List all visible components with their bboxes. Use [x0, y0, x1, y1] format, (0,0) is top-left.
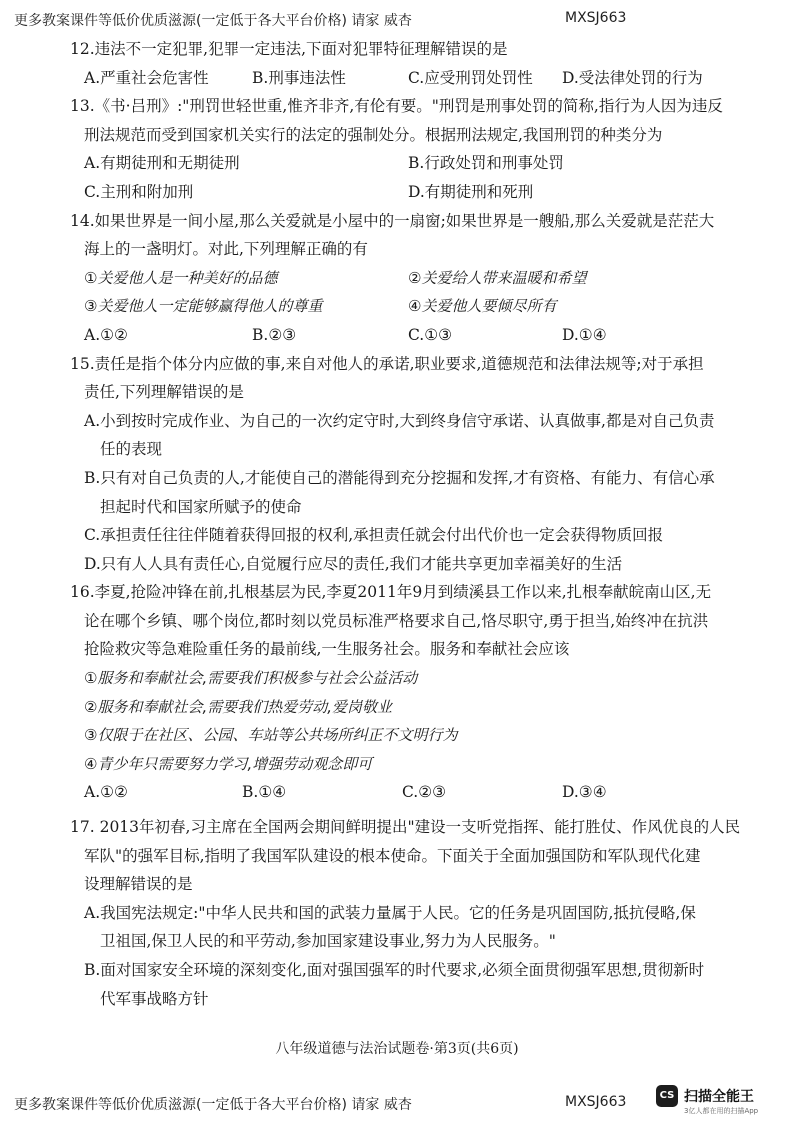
question-15 [70, 350, 738, 579]
option-a-line: 卫祖国,保卫人民的和平劳动,参加国家建设事业,努力为人民服务。" [100, 932, 556, 951]
question-13 [70, 92, 738, 206]
option-row [70, 149, 738, 178]
statement-row [70, 292, 738, 321]
watermark-bottom [14, 1094, 627, 1114]
statement-1: ①关爱他人是一种美好的品德 [84, 268, 278, 287]
watermark-text: 更多教案课件等低价优质滋源(一定低于各大平台价格) 请家 威杏 [14, 1097, 412, 1113]
option-b: B.①④ [242, 783, 287, 802]
question-stem-line: 抢险救灾等急难险重任务的最前线,一生服务社会。服务和奉献社会应该 [84, 640, 570, 659]
option-a: A.有期徒刑和无期徒刑 [84, 154, 240, 173]
option-a: A.严重社会危害性 [84, 68, 209, 87]
option-b-line: 代军事战略方针 [100, 989, 209, 1008]
option-a-line: 任的表现 [100, 440, 163, 459]
option-c: C.主刑和附加刑 [84, 182, 194, 201]
watermark-code: MXSJ663 [565, 10, 627, 26]
question-stem-line: 17. 2013年初春,习主席在全国两会期间鲜明提出"建设一支听党指挥、能打胜仗、作风优良的人民 [70, 818, 741, 837]
statement-row [70, 264, 738, 293]
question-stem-line: 责任,下列理解错误的是 [84, 383, 244, 402]
option-d: D.受法律处罚的行为 [562, 68, 703, 87]
statement-2: ②关爱给人带来温暖和希望 [408, 268, 587, 287]
option-c-line: C.承担责任往往伴随着获得回报的权利,承担责任就会付出代价也一定会获得物质回报 [84, 526, 664, 545]
question-stem-line: 16.李夏,抢险冲锋在前,扎根基层为民,李夏2011年9月到绩溪县工作以来,扎根奉献皖南山区,无 [70, 583, 712, 602]
option-c: C.①③ [408, 325, 453, 344]
option-b-line: 担起时代和国家所赋予的使命 [100, 497, 302, 516]
scanner-subtitle: 3亿人都在用的扫描App [684, 1107, 759, 1115]
question-stem-line: 15.责任是指个体分内应做的事,来自对他人的承诺,职业要求,道德规范和法律法规等;对于承担 [70, 354, 704, 373]
option-row [70, 64, 738, 93]
option-row [70, 778, 738, 807]
question-stem: 12.违法不一定犯罪,犯罪一定违法,下面对犯罪特征理解错误的是 [70, 40, 508, 58]
statement-4: ④青少年只需要努力学习,增强劳动观念即可 [84, 754, 373, 773]
option-a-line: A.我国宪法规定:"中华人民共和国的武装力量属于人民。它的任务是巩固国防,抵抗侵略,保 [84, 903, 696, 922]
watermark-code: MXSJ663 [565, 1094, 627, 1110]
question-stem-line: 海上的一盏明灯。对此,下列理解正确的有 [84, 240, 368, 259]
question-stem-line: 设理解错误的是 [84, 875, 193, 894]
scanner-name: 扫描全能王 [684, 1089, 754, 1105]
statement-1: ①服务和奉献社会,需要我们积极参与社会公益活动 [84, 669, 418, 688]
question-stem-line: 军队"的强军目标,指明了我国军队建设的根本使命。下面关于全面加强国防和军队现代化建 [84, 846, 701, 865]
option-c: C.②③ [402, 783, 447, 802]
camscanner-logo-icon: CS [656, 1085, 678, 1107]
option-b: B.②③ [252, 325, 297, 344]
watermark-top [14, 10, 627, 30]
option-c: C.应受刑罚处罚性 [408, 68, 533, 87]
option-b-line: B.只有对自己负责的人,才能使自己的潜能得到充分挖掘和发挥,才有资格、有能力、有信心承 [84, 468, 715, 487]
question-stem-line: 刑法规范而受到国家机关实行的法定的强制处分。根据刑法规定,我国刑罚的种类分为 [84, 125, 663, 144]
watermark-text: 更多教案课件等低价优质滋源(一定低于各大平台价格) 请家 威杏 [14, 13, 412, 29]
question-stem-line: 论在哪个乡镇、哪个岗位,都时刻以党员标准严格要求自己,恪尽职守,勇于担当,始终冲在抗洪 [84, 611, 709, 630]
option-d-line: D.只有人人具有责任心,自觉履行应尽的责任,我们才能共享更加幸福美好的生活 [84, 554, 623, 573]
option-d: D.有期徒刑和死刑 [408, 182, 534, 201]
option-b: B.刑事违法性 [252, 68, 346, 87]
option-b-line: B.面对国家安全环境的深刻变化,面对强国强军的时代要求,必须全面贯彻强军思想,贯彻新时 [84, 961, 705, 979]
statement-4: ④关爱他人要倾尽所有 [408, 297, 557, 316]
question-12 [70, 35, 738, 92]
option-d: D.①④ [562, 325, 607, 344]
page-footer: 八年级道德与法治试题卷·第3页(共6页) [275, 1041, 519, 1057]
question-14 [70, 207, 738, 350]
option-d: D.③④ [562, 783, 607, 802]
question-stem-line: 14.如果世界是一间小屋,那么关爱就是小屋中的一扇窗;如果世界是一艘船,那么关爱就是茫茫大 [70, 211, 715, 230]
option-a: A.①② [84, 325, 128, 344]
option-b: B.行政处罚和刑事处罚 [408, 154, 564, 173]
option-row [70, 178, 738, 207]
option-a: A.①② [84, 783, 128, 802]
question-16 [70, 578, 738, 807]
option-row [70, 321, 738, 350]
option-a-line: A.小到按时完成作业、为自己的一次约定守时,大到终身信守承诺、认真做事,都是对自己负责 [84, 411, 715, 430]
question-stem-line: 13.《书·吕刑》:"刑罚世轻世重,惟齐非齐,有伦有要。"刑罚是刑事处罚的简称,指行为人因为违反 [70, 97, 723, 116]
statement-3: ③关爱他人一定能够赢得他人的尊重 [84, 297, 323, 316]
scanner-badge [656, 1081, 792, 1119]
statement-3: ③仅限于在社区、公园、车站等公共场所纠正不文明行为 [84, 726, 458, 745]
question-17 [70, 813, 741, 1013]
statement-2: ②服务和奉献社会,需要我们热爱劳动,爱岗敬业 [84, 697, 392, 716]
exam-content [70, 35, 741, 1013]
